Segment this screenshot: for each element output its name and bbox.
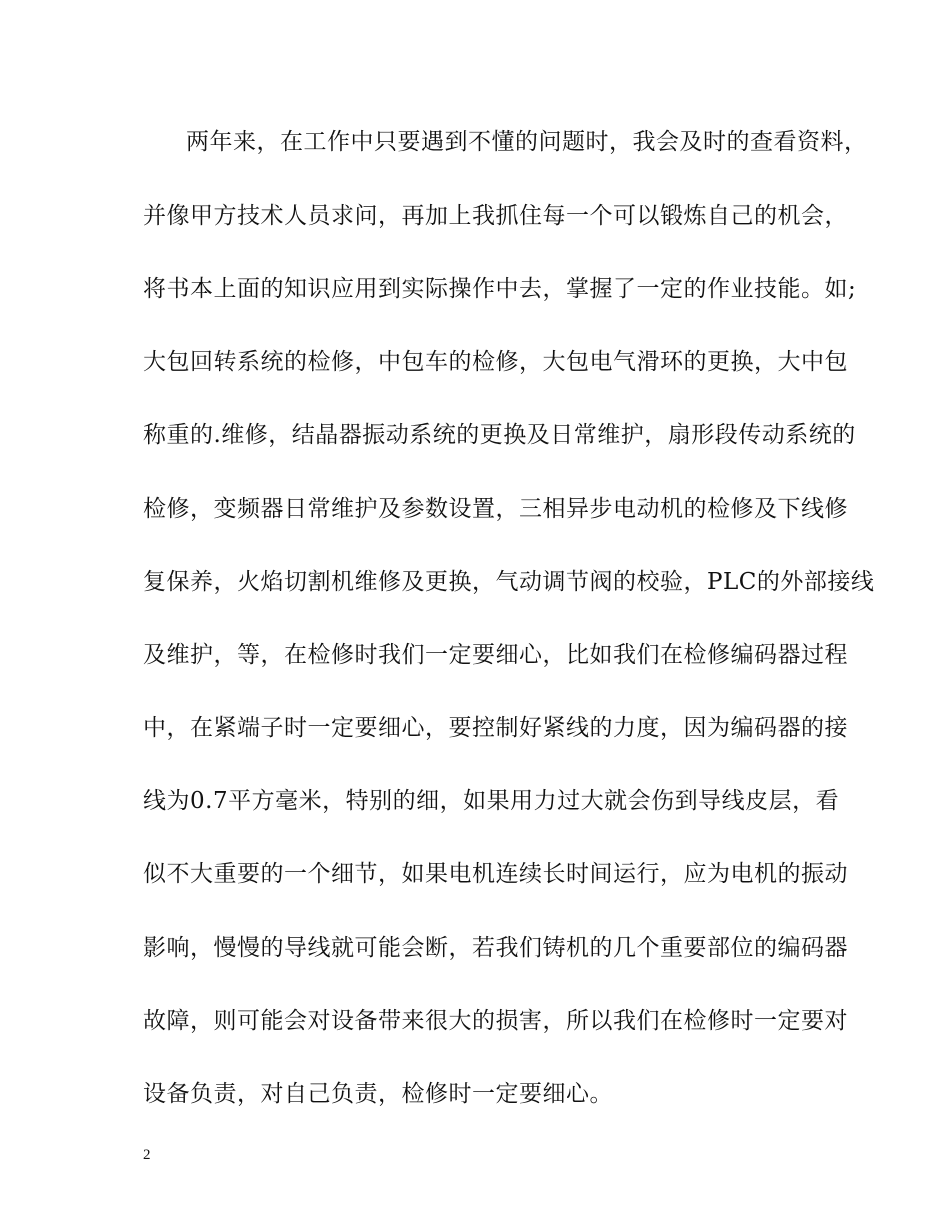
text-line: 两年来，在工作中只要遇到不懂的问题时，我会及时的查看资料， xyxy=(186,129,868,155)
text-line: 影响，慢慢的导线就可能会断，若我们铸机的几个重要部位的编码器 xyxy=(143,935,848,961)
text-line: 检修，变频器日常维护及参数设置，三相异步电动机的检修及下线修 xyxy=(143,496,848,522)
text-line: 故障，则可能会对设备带来很大的损害，所以我们在检修时一定要对 xyxy=(143,1008,848,1034)
text-line: 设备负责，对自己负责，检修时一定要细心。 xyxy=(143,1081,613,1107)
text-line: 复保养，火焰切割机维修及更换，气动调节阀的校验，PLC的外部接线 xyxy=(143,569,875,595)
page-number: 2 xyxy=(143,1147,151,1163)
text-line: 将书本上面的知识应用到实际操作中去，掌握了一定的作业技能。如; xyxy=(143,276,857,302)
text-line: 并像甲方技术人员求问，再加上我抓住每一个可以锻炼自己的机会， xyxy=(143,203,848,229)
text-line: 称重的.维修，结晶器振动系统的更换及日常维护，扇形段传动系统的 xyxy=(143,422,856,448)
text-line: 线为0.7平方毫米，特别的细，如果用力过大就会伤到导线皮层，看 xyxy=(143,788,840,814)
text-line: 似不大重要的一个细节，如果电机连续长时间运行，应为电机的振动 xyxy=(143,861,848,887)
text-line: 及维护，等，在检修时我们一定要细心，比如我们在检修编码器过程 xyxy=(143,642,848,668)
text-line: 中，在紧端子时一定要细心，要控制好紧线的力度，因为编码器的接 xyxy=(143,715,848,741)
text-line: 大包回转系统的检修，中包车的检修，大包电气滑环的更换，大中包 xyxy=(143,349,848,375)
